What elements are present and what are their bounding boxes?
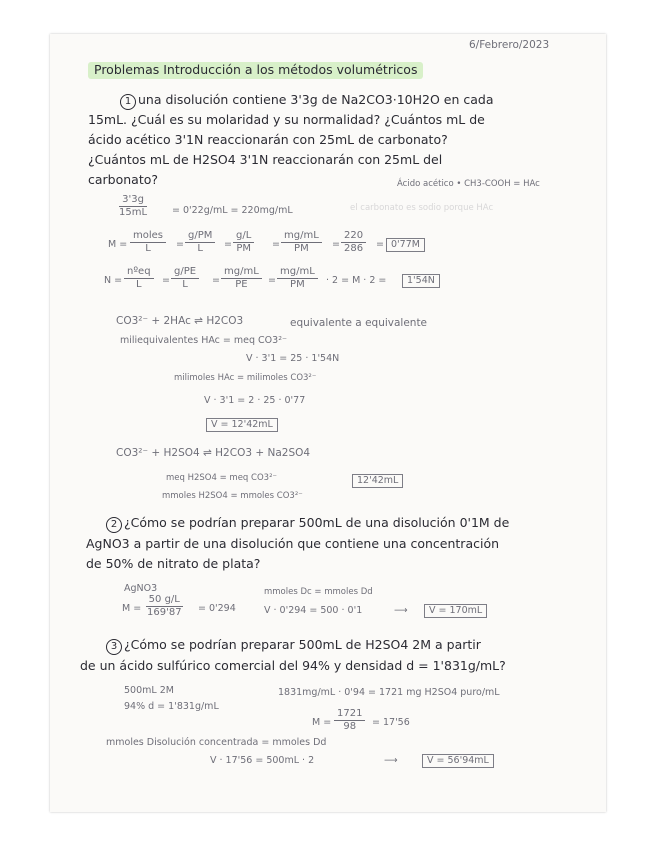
equals-sign: = xyxy=(176,239,184,250)
p2-mmoles-equation: mmoles Dc = mmoles Dd xyxy=(264,587,373,597)
problem3-line1: 3 ¿Cómo se podrían preparar 500mL de H2SO4 2M a partir xyxy=(106,639,481,655)
page-title: Problemas Introducción a los métodos volumétricos xyxy=(88,62,423,79)
meq-equation-4: V · 3'1 = 2 · 25 · 0'77 xyxy=(204,395,306,406)
p3-mmoles-equation: mmoles Disolución concentrada = mmoles Dd xyxy=(106,737,327,748)
p3-data-2: 94% d = 1'831g/mL xyxy=(124,701,219,712)
arrow-icon: ⟶ xyxy=(384,755,398,766)
p3-calc-1: 1831mg/mL · 0'94 = 1721 mg H2SO4 puro/mL xyxy=(278,687,500,698)
meq-equation-2: V · 3'1 = 25 · 1'54N xyxy=(246,353,340,364)
problem1-line5: carbonato? xyxy=(88,172,159,187)
problem1-line3: ácido acético 3'1N reaccionarán con 25mL de carbonato? xyxy=(88,132,448,147)
p2-molarity-fraction: $\frac{50 g/L}{169'87}$ xyxy=(147,594,182,618)
molarity-label: M = xyxy=(108,239,128,250)
molarity-frac-1: moles L xyxy=(130,230,166,254)
equals-sign: = xyxy=(272,239,280,250)
molarity-frac-3: $\frac{g/L}{PM}$ xyxy=(233,230,254,254)
problem1-number: 1 xyxy=(120,94,136,110)
problem2-line1: 2 ¿Cómo se podrían preparar 500mL de una disolución 0'1M de xyxy=(106,517,509,533)
meq-equation-5: meq H2SO4 = meq CO3²⁻ xyxy=(166,473,277,483)
molarity-result: 0'77M xyxy=(386,238,425,252)
reaction-1: CO3²⁻ + 2HAc ⇌ H2CO3 xyxy=(116,315,244,327)
problem1-line4: ¿Cuántos mL de H2SO4 3'1N reaccionarán con 25mL del xyxy=(88,152,443,167)
problem2-number: 2 xyxy=(106,517,122,533)
concentration-fraction: $\frac{3'3g}{15mL}$ xyxy=(119,194,148,218)
normality-frac-4: $\frac{mg/mL}{PM}$ xyxy=(277,266,318,290)
arrow-icon: ⟶ xyxy=(394,605,408,616)
problem1-line2: 15mL. ¿Cuál es su molaridad y su normalidad? ¿Cuántos mL de xyxy=(88,112,485,127)
agno3-formula: AgNO3 xyxy=(124,583,158,594)
equals-sign: = xyxy=(332,239,340,250)
acetic-acid-note: Ácido acético • CH3-COOH = HAc xyxy=(397,179,540,189)
molarity-frac-4: $\frac{mg/mL}{PM}$ xyxy=(281,230,322,254)
problem1-line1: 1 una disolución contiene 3'3g de Na2CO3·10H2O en cada xyxy=(120,94,494,110)
normality-rest: · 2 = M · 2 = xyxy=(326,275,387,286)
p3-molarity-label: M = xyxy=(312,717,332,728)
normality-result: 1'54N xyxy=(402,274,440,288)
date: 6/Febrero/2023 xyxy=(469,39,550,51)
normality-frac-3: $\frac{mg/mL}{PE}$ xyxy=(221,266,262,290)
faint-note: el carbonato es sodio porque HAc xyxy=(350,203,494,213)
p3-volume-equation: V · 17'56 = 500mL · 2 xyxy=(210,755,315,766)
p2-volume-equation: V · 0'294 = 500 · 0'1 xyxy=(264,605,363,616)
normality-frac-1: nºeq L xyxy=(124,266,154,290)
problem2-line2: AgNO3 a partir de una disolución que contiene una concentración xyxy=(86,536,500,551)
notebook-page xyxy=(50,34,606,812)
volume-result-2: 12'42mL xyxy=(352,474,403,488)
p3-volume-result: V = 56'94mL xyxy=(422,754,494,768)
p3-data-1: 500mL 2M xyxy=(124,685,174,696)
equivalence-note: equivalente a equivalente xyxy=(290,317,428,329)
volume-result-1: V = 12'42mL xyxy=(206,418,278,432)
problem3-line2: de un ácido sulfúrico comercial del 94% y densidad d = 1'831g/mL? xyxy=(80,658,506,673)
p2-molarity-result: = 0'294 xyxy=(198,603,236,614)
reaction-2: CO3²⁻ + H2SO4 ⇌ H2CO3 + Na2SO4 xyxy=(116,447,311,459)
p3-molarity-result: = 17'56 xyxy=(372,717,410,728)
normality-label: N = xyxy=(104,275,123,286)
problem3-number: 3 xyxy=(106,639,122,655)
equals-sign: = xyxy=(224,239,232,250)
molarity-frac-5: $\frac{220}{286}$ xyxy=(341,230,366,254)
normality-frac-2: $\frac{g/PE}{L}$ xyxy=(171,266,199,290)
equals-sign: = xyxy=(376,239,384,250)
concentration-result: = 0'22g/mL = 220mg/mL xyxy=(172,205,293,216)
problem2-line3: de 50% de nitrato de plata? xyxy=(86,556,261,571)
meq-equation-3: milimoles HAc = milimoles CO3²⁻ xyxy=(174,373,317,383)
p2-molarity-label: M = xyxy=(122,603,142,614)
equals-sign: = xyxy=(212,275,220,286)
molarity-frac-2: $\frac{g/PM}{L}$ xyxy=(185,230,215,254)
p3-molarity-fraction: $\frac{1721}{98}$ xyxy=(334,708,365,732)
equals-sign: = xyxy=(162,275,170,286)
equals-sign: = xyxy=(268,275,276,286)
p2-volume-result: V = 170mL xyxy=(424,604,487,618)
meq-equation-6: mmoles H2SO4 = mmoles CO3²⁻ xyxy=(162,491,303,501)
meq-equation-1: miliequivalentes HAc = meq CO3²⁻ xyxy=(120,335,288,346)
